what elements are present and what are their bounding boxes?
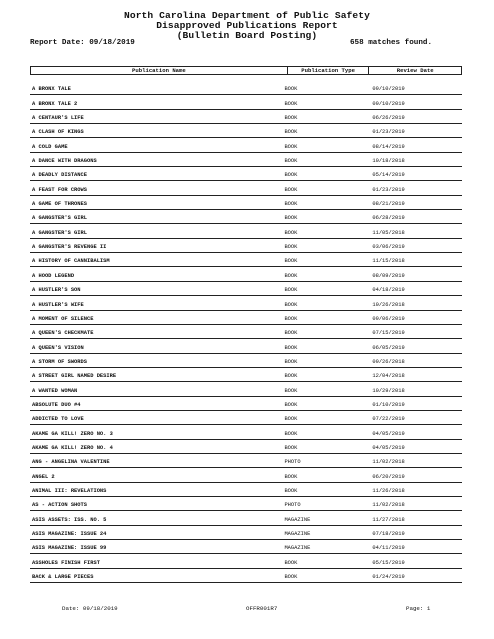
report-title-agency: North Carolina Department of Public Safety xyxy=(123,10,370,21)
cell-publication-type: BOOK xyxy=(284,229,298,236)
cell-review-date: 07/22/2019 xyxy=(372,416,405,423)
cell-review-date: 06/26/2019 xyxy=(372,115,405,122)
cell-publication-name: ASSHOLES FINISH FIRST xyxy=(32,559,100,566)
table-row xyxy=(30,210,462,224)
cell-publication-name: A QUEEN'S VISION xyxy=(32,344,84,351)
table-row xyxy=(30,167,462,181)
cell-review-date: 11/27/2018 xyxy=(372,516,405,523)
cell-publication-type: BOOK xyxy=(284,287,298,294)
cell-publication-name: A DEADLY DISTANCE xyxy=(32,172,87,179)
cell-publication-type: PHOTO xyxy=(284,502,301,509)
cell-publication-type: BOOK xyxy=(284,487,298,494)
cell-publication-type: BOOK xyxy=(284,201,298,208)
table-row xyxy=(30,526,462,540)
table-row xyxy=(30,368,462,382)
cell-publication-name: AKAME GA KILL! ZERO NO. 4 xyxy=(32,444,113,451)
table-body xyxy=(30,81,462,583)
cell-publication-type: MAGAZINE xyxy=(284,545,311,552)
cell-review-date: 11/02/2018 xyxy=(372,502,405,509)
cell-publication-type: BOOK xyxy=(284,430,298,437)
table-row xyxy=(30,311,462,325)
cell-publication-name: A FEAST FOR CROWS xyxy=(32,186,87,193)
cell-review-date: 01/10/2019 xyxy=(372,401,405,408)
cell-publication-name: A BRONX TALE 2 xyxy=(32,100,78,107)
cell-publication-name: ANIMAL III: REVELATIONS xyxy=(32,487,107,494)
cell-publication-name: A WANTED WOMAN xyxy=(32,387,78,394)
cell-review-date: 05/15/2019 xyxy=(372,559,405,566)
column-header-publication-name: Publication Name xyxy=(31,67,288,74)
table-row xyxy=(30,411,462,425)
table-row xyxy=(30,181,462,195)
cell-publication-name: A DANCE WITH DRAGONS xyxy=(32,158,97,165)
cell-publication-type: BOOK xyxy=(284,86,298,93)
table-row xyxy=(30,540,462,554)
cell-publication-type: BOOK xyxy=(284,301,298,308)
cell-publication-type: BOOK xyxy=(284,444,298,451)
cell-review-date: 01/23/2019 xyxy=(372,129,405,136)
cell-publication-name: A GAME OF THRONES xyxy=(32,201,87,208)
cell-review-date: 09/26/2018 xyxy=(372,358,405,365)
cell-publication-type: PHOTO xyxy=(284,459,301,466)
cell-review-date: 04/05/2019 xyxy=(372,430,405,437)
cell-publication-name: A HISTORY OF CANNIBALISM xyxy=(32,258,110,265)
cell-publication-name: ASIS ASSETS: ISS. NO. 5 xyxy=(32,516,107,523)
cell-publication-type: BOOK xyxy=(284,344,298,351)
cell-publication-name: A HOOD LEGEND xyxy=(32,272,75,279)
cell-review-date: 11/02/2018 xyxy=(372,459,405,466)
cell-publication-type: BOOK xyxy=(284,172,298,179)
table-row xyxy=(30,110,462,124)
cell-publication-name: ASIS MAGAZINE: ISSUE 99 xyxy=(32,545,107,552)
footer-date: Date: 09/18/2019 xyxy=(62,605,118,612)
cell-review-date: 07/15/2019 xyxy=(372,330,405,337)
cell-publication-name: A GANGSTER'S GIRL xyxy=(32,215,87,222)
cell-publication-name: A CLASH OF KINGS xyxy=(32,129,84,136)
cell-review-date: 09/06/2019 xyxy=(372,315,405,322)
cell-publication-name: A COLD GAME xyxy=(32,143,68,150)
cell-publication-name: ANGEL 2 xyxy=(32,473,55,480)
cell-review-date: 04/18/2019 xyxy=(372,287,405,294)
report-title: Disapproved Publications Report xyxy=(156,20,338,31)
cell-publication-type: BOOK xyxy=(284,100,298,107)
cell-publication-type: BOOK xyxy=(284,373,298,380)
table-row xyxy=(30,425,462,439)
table-row xyxy=(30,468,462,482)
table-row xyxy=(30,81,462,95)
cell-publication-name: A STREET GIRL NAMED DESIRE xyxy=(32,373,117,380)
cell-publication-name: A HUSTLER'S WIFE xyxy=(32,301,84,308)
cell-publication-name: A GANGSTER'S REVENGE II xyxy=(32,244,107,251)
cell-publication-type: BOOK xyxy=(284,330,298,337)
cell-review-date: 07/18/2019 xyxy=(372,531,405,537)
report-subtitle: (Bulletin Board Posting) xyxy=(176,30,318,41)
table-row xyxy=(30,124,462,138)
footer-report-code: OFFR001R7 xyxy=(246,605,278,612)
cell-review-date: 01/24/2019 xyxy=(372,574,405,581)
table-row xyxy=(30,354,462,368)
column-header-publication-type: Publication Type xyxy=(288,67,370,74)
cell-publication-name: A STORM OF SWORDS xyxy=(32,358,87,365)
table-row xyxy=(30,296,462,310)
cell-review-date: 06/05/2019 xyxy=(372,344,405,351)
cell-publication-name: ANG - ANGELINA VALENTINE xyxy=(32,459,110,466)
table-row xyxy=(30,196,462,210)
cell-review-date: 06/28/2019 xyxy=(372,215,405,222)
cell-publication-type: BOOK xyxy=(284,215,298,222)
cell-publication-type: BOOK xyxy=(284,143,298,150)
cell-publication-type: BOOK xyxy=(284,272,298,279)
cell-publication-name: A MOMENT OF SILENCE xyxy=(32,315,94,322)
cell-review-date: 10/29/2018 xyxy=(372,387,405,394)
table-row xyxy=(30,153,462,167)
cell-review-date: 04/05/2019 xyxy=(372,444,405,451)
cell-publication-name: A CENTAUR'S LIFE xyxy=(32,115,84,122)
cell-publication-name: A HUSTLER'S SON xyxy=(32,287,81,294)
cell-publication-name: ADDICTED TO LOVE xyxy=(32,416,84,423)
table-row xyxy=(30,95,462,109)
table-row xyxy=(30,440,462,454)
match-count: 658 matches found. xyxy=(349,39,432,47)
cell-publication-type: BOOK xyxy=(284,158,298,165)
cell-publication-type: BOOK xyxy=(284,186,298,193)
column-header-review-date: Review Date xyxy=(396,67,434,74)
table-row xyxy=(30,397,462,411)
cell-review-date: 09/10/2019 xyxy=(372,86,405,93)
table-row xyxy=(30,138,462,152)
cell-review-date: 03/06/2019 xyxy=(372,244,405,251)
cell-publication-type: BOOK xyxy=(284,574,298,581)
cell-review-date: 10/18/2018 xyxy=(372,158,405,165)
cell-review-date: 11/05/2018 xyxy=(372,229,405,236)
cell-publication-type: BOOK xyxy=(284,416,298,423)
cell-publication-type: MAGAZINE xyxy=(284,516,311,523)
table-row xyxy=(30,239,462,253)
cell-review-date: 08/21/2019 xyxy=(372,201,405,208)
cell-publication-name: BACK & LARGE PIECES xyxy=(32,574,94,581)
cell-publication-type: BOOK xyxy=(284,358,298,365)
table-row xyxy=(30,483,462,497)
cell-publication-type: BOOK xyxy=(284,115,298,122)
cell-review-date: 11/15/2018 xyxy=(372,258,405,265)
cell-review-date: 08/14/2019 xyxy=(372,143,405,150)
cell-publication-type: BOOK xyxy=(284,387,298,394)
cell-review-date: 08/09/2019 xyxy=(372,272,405,279)
cell-review-date: 12/04/2018 xyxy=(372,373,405,380)
cell-publication-type: MAGAZINE xyxy=(284,531,311,537)
table-row xyxy=(30,454,462,468)
cell-review-date: 01/23/2019 xyxy=(372,186,405,193)
cell-publication-name: AS - ACTION SHOTS xyxy=(32,502,87,509)
table-row xyxy=(30,569,462,583)
cell-review-date: 04/11/2019 xyxy=(372,545,405,552)
table-row xyxy=(30,497,462,511)
cell-publication-name: AKAME GA KILL! ZERO NO. 3 xyxy=(32,430,113,437)
cell-publication-type: BOOK xyxy=(284,559,298,566)
table-row xyxy=(30,511,462,525)
cell-review-date: 11/26/2018 xyxy=(372,487,405,494)
cell-publication-type: BOOK xyxy=(284,473,298,480)
cell-review-date: 09/10/2019 xyxy=(372,100,405,107)
cell-publication-type: BOOK xyxy=(284,244,298,251)
table-row xyxy=(30,253,462,267)
cell-publication-name: A QUEEN'S CHECKMATE xyxy=(32,330,94,337)
table-row xyxy=(30,382,462,396)
cell-publication-type: BOOK xyxy=(284,258,298,265)
report-date: Report Date: 09/18/2019 xyxy=(30,39,135,47)
table-row xyxy=(30,339,462,353)
cell-publication-type: BOOK xyxy=(284,315,298,322)
table-row xyxy=(30,554,462,568)
cell-publication-name: ABSOLUTE DUO #4 xyxy=(32,401,81,408)
footer-page-number: Page: 1 xyxy=(406,605,431,612)
table-row xyxy=(30,224,462,238)
cell-publication-type: BOOK xyxy=(284,401,298,408)
table-header xyxy=(30,66,462,75)
cell-publication-name: ASIS MAGAZINE: ISSUE 24 xyxy=(32,531,107,537)
cell-review-date: 05/14/2019 xyxy=(372,172,405,179)
table-row xyxy=(30,282,462,296)
cell-publication-name: A BRONX TALE xyxy=(32,86,71,93)
cell-publication-type: BOOK xyxy=(284,129,298,136)
table-row xyxy=(30,325,462,339)
cell-review-date: 10/26/2018 xyxy=(372,301,405,308)
cell-review-date: 06/20/2019 xyxy=(372,473,405,480)
cell-publication-name: A GANGSTER'S GIRL xyxy=(32,229,87,236)
table-row xyxy=(30,267,462,281)
